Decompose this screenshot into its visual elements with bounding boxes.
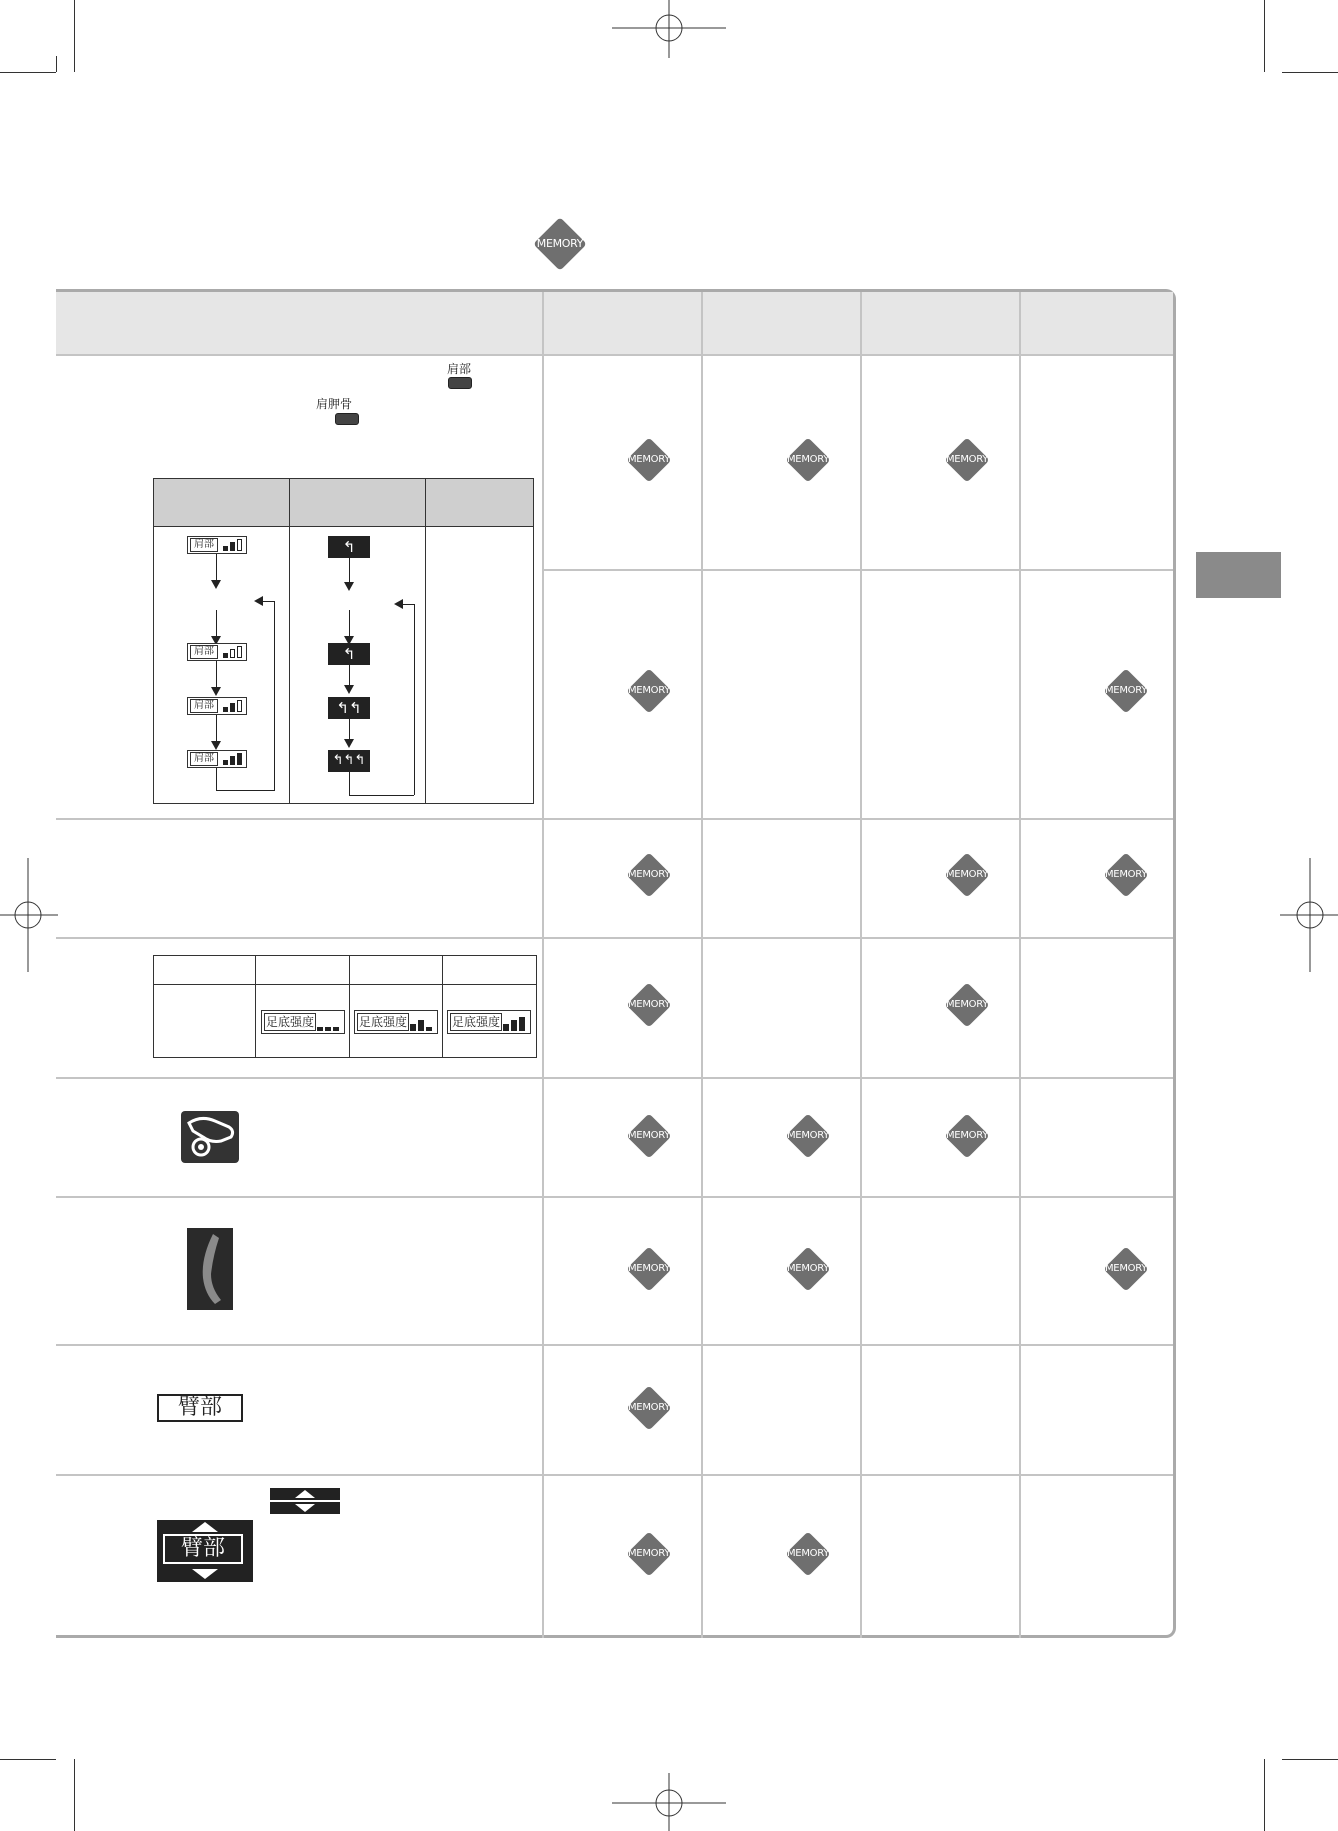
memory-badge: MEMORY	[785, 1113, 831, 1159]
memory-badge: MEMORY	[1103, 852, 1149, 898]
crop-mark	[74, 0, 75, 72]
strength-bars-icon	[223, 539, 243, 551]
loop-line	[274, 601, 275, 791]
column-divider	[701, 292, 703, 1638]
registration-mark-left	[0, 858, 58, 972]
registration-mark-right	[1280, 858, 1338, 972]
arm-position-label: 臂部	[163, 1534, 243, 1564]
row-divider	[56, 818, 1173, 820]
row-divider	[56, 1344, 1173, 1346]
foot-strength-level-1: 足底强度	[261, 1010, 345, 1034]
strength-bars-icon	[503, 1017, 527, 1031]
row-divider	[56, 354, 1173, 356]
memory-badge: MEMORY	[785, 1246, 831, 1292]
flow-arrow	[349, 610, 350, 636]
arrow-down-icon	[211, 687, 221, 696]
shoulder-key-button	[448, 377, 472, 389]
foot-strength-table	[153, 955, 537, 1058]
crop-mark	[1282, 72, 1338, 73]
shoulder-strength-display: 肩部	[187, 750, 247, 768]
shoulder-strength-display: 肩部	[187, 697, 247, 715]
memory-badge: MEMORY	[944, 852, 990, 898]
flow-arrow	[216, 661, 217, 687]
column-divider	[542, 292, 544, 1638]
cycle-diagram-header	[154, 479, 533, 526]
strength-bars-icon	[410, 1017, 434, 1031]
memory-badge: MEMORY	[626, 1531, 672, 1577]
memory-badge: MEMORY	[626, 1246, 672, 1292]
scapula-key-button	[335, 413, 359, 425]
memory-badge: MEMORY	[944, 1113, 990, 1159]
foot-strength-divider	[255, 956, 256, 1057]
shoulder-strength-display: 肩部	[187, 536, 247, 554]
memory-badge: MEMORY	[1103, 668, 1149, 714]
strength-bars-icon	[223, 753, 243, 765]
arrow-down-icon	[344, 739, 354, 748]
crop-mark	[0, 1759, 56, 1760]
column-divider	[1019, 292, 1021, 1638]
flow-arrow	[216, 554, 217, 580]
registration-mark-top	[612, 0, 726, 58]
crop-mark	[1264, 1759, 1265, 1831]
foot-strength-level-3: 足底强度	[447, 1010, 531, 1034]
rotate-back-triple-icon: ↰↰↰	[328, 750, 370, 772]
strength-bars-icon	[223, 700, 243, 712]
memory-badge: MEMORY	[944, 437, 990, 483]
loop-line	[216, 768, 217, 790]
flow-arrow	[216, 715, 217, 741]
foot-strength-divider	[154, 984, 536, 985]
registration-mark-bottom	[612, 1773, 726, 1831]
scapula-key-label: 肩胛骨	[316, 397, 353, 411]
memory-badge: MEMORY	[626, 437, 672, 483]
arrow-down-icon	[211, 741, 221, 750]
up-down-adjust-icon	[270, 1488, 340, 1514]
strength-bars-icon	[317, 1017, 341, 1031]
arrow-up-icon	[190, 1522, 220, 1532]
row-divider	[56, 937, 1173, 939]
arm-position-display	[157, 1520, 253, 1582]
loop-line	[414, 604, 415, 795]
row-divider	[56, 1077, 1173, 1079]
foot-strength-level-2: 足底强度	[354, 1010, 438, 1034]
column-divider	[860, 292, 862, 1638]
crop-mark	[74, 1759, 75, 1831]
foot-strength-divider	[349, 956, 350, 1057]
cycle-diagram-divider	[425, 479, 426, 803]
calf-icon	[187, 1228, 233, 1310]
row-divider	[542, 569, 1173, 571]
shoulder-strength-display: 肩部	[187, 643, 247, 661]
flow-arrow	[349, 719, 350, 739]
arm-label: 臂部	[157, 1394, 243, 1422]
shoulder-key-label: 肩部	[447, 362, 472, 376]
arrow-left-icon	[394, 599, 403, 609]
loop-line	[216, 790, 274, 791]
rotate-back-icon: ↰	[328, 536, 370, 558]
memory-badge: MEMORY	[944, 982, 990, 1028]
flow-arrow	[349, 558, 350, 582]
loop-line	[349, 772, 350, 795]
loop-line	[262, 601, 274, 602]
side-tab	[1196, 552, 1281, 598]
loop-line	[349, 795, 414, 796]
cycle-diagram-divider	[289, 479, 290, 803]
arrow-down-icon	[211, 580, 221, 589]
memory-badge: MEMORY	[626, 1385, 672, 1431]
foot-roller-icon	[181, 1111, 239, 1163]
flow-arrow	[349, 665, 350, 685]
loop-line	[402, 604, 414, 605]
crop-mark	[1264, 0, 1265, 72]
row-divider	[56, 1196, 1173, 1198]
arrow-down-icon	[190, 1569, 220, 1579]
memory-badge: MEMORY	[785, 1531, 831, 1577]
memory-badge: MEMORY	[1103, 1246, 1149, 1292]
memory-badge: MEMORY	[626, 668, 672, 714]
row-divider	[56, 1474, 1173, 1476]
crop-mark	[0, 72, 56, 73]
memory-badge: MEMORY	[626, 1113, 672, 1159]
flow-arrow	[216, 610, 217, 636]
table-header	[56, 292, 1173, 354]
crop-mark	[56, 56, 57, 72]
arrow-down-icon	[344, 685, 354, 694]
strength-bars-icon	[223, 646, 243, 658]
arrow-left-icon	[254, 596, 263, 606]
arrow-down-icon	[344, 582, 354, 591]
memory-badge: MEMORY	[626, 982, 672, 1028]
memory-badge: MEMORY	[785, 437, 831, 483]
foot-strength-divider	[442, 956, 443, 1057]
cycle-diagram-divider	[154, 526, 533, 527]
crop-mark	[1282, 1759, 1338, 1760]
title-memory-badge: MEMORY	[532, 216, 588, 272]
rotate-back-double-icon: ↰↰	[328, 697, 370, 719]
rotate-back-icon: ↰	[328, 643, 370, 665]
memory-badge: MEMORY	[626, 852, 672, 898]
